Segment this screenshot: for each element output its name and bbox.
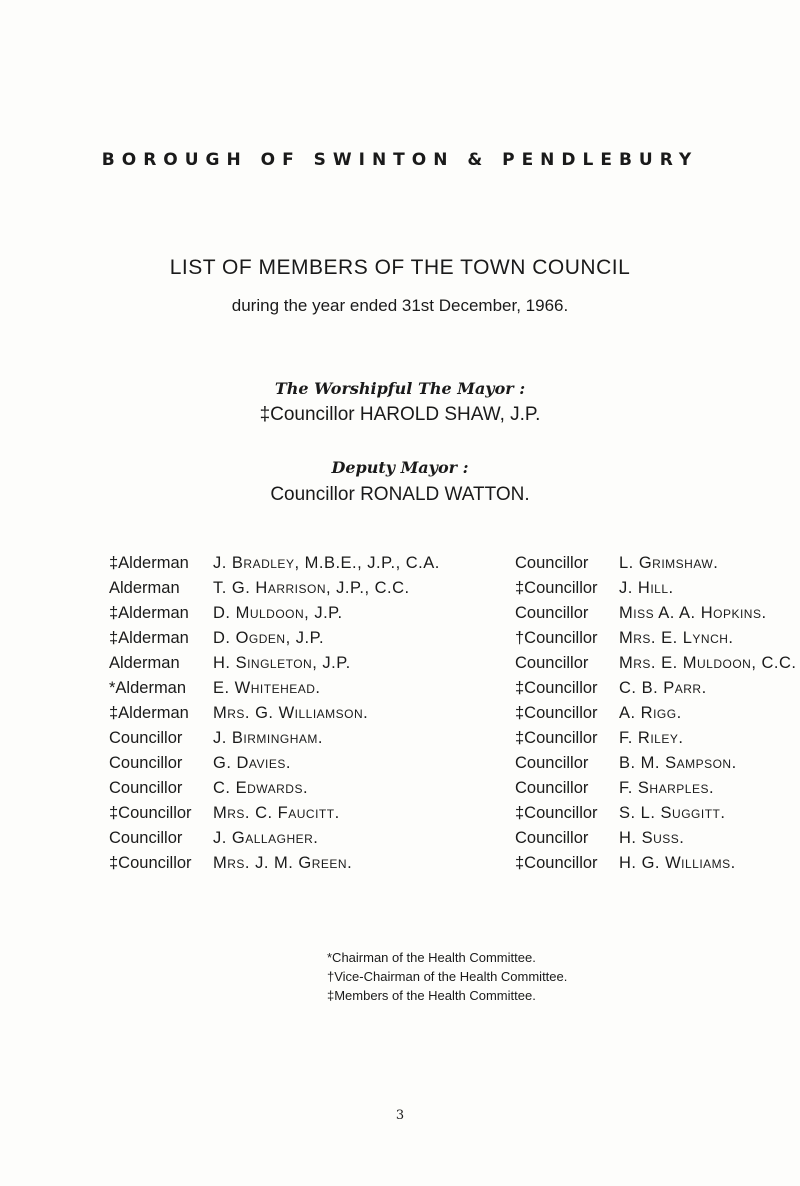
member-title: ‡Councillor [515,704,598,722]
member-name: H. Singleton, J.P. [213,654,351,672]
member-row [109,576,440,601]
member-name: Mrs. G. Williamson. [213,704,369,722]
footnote-members: ‡Members of the Health Committee. [327,988,536,1003]
member-title: ‡Councillor [515,729,598,747]
member-title: ‡Councillor [515,679,598,697]
member-name: J. Gallagher. [213,829,319,847]
footnote-chairman: *Chairman of the Health Committee. [327,950,536,965]
member-name: G. Davies. [213,754,291,772]
member-name: Mrs. E. Lynch. [619,629,734,647]
member-row [515,776,797,801]
member-row [109,651,440,676]
member-name: A. Rigg. [619,704,682,722]
member-name: Mrs. J. M. Green. [213,854,353,872]
member-name: Mrs. E. Muldoon, C.C. [619,654,797,672]
member-name: D. Ogden, J.P. [213,629,325,647]
borough-title: BOROUGH OF SWINTON & PENDLEBURY [101,150,699,170]
member-row [109,601,440,626]
member-row [109,826,440,851]
member-row [109,776,440,801]
member-row [109,676,440,701]
member-title: Councillor [109,829,183,847]
member-title: Councillor [515,604,589,622]
member-title: ‡Councillor [515,579,598,597]
member-row [109,726,440,751]
member-row [109,751,440,776]
members-list-left [109,551,440,876]
members-list-right [515,551,797,876]
footnote-vice-chairman: †Vice-Chairman of the Health Committee. [327,969,568,984]
member-row [109,701,440,726]
member-title: ‡Alderman [109,704,189,722]
member-title: ‡Alderman [109,554,189,572]
member-name: C. Edwards. [213,779,309,797]
member-name: J. Bradley, M.B.E., J.P., C.A. [213,554,440,572]
member-title: Councillor [515,779,589,797]
member-name: H. G. Williams. [619,854,736,872]
member-title: ‡Councillor [109,854,192,872]
member-name: T. G. Harrison, J.P., C.C. [213,579,410,597]
member-name: J. Hill. [619,579,674,597]
deputy-mayor-role-label: Deputy Mayor : [331,458,469,477]
member-row [109,801,440,826]
member-title: Councillor [515,654,589,672]
member-name: J. Birmingham. [213,729,324,747]
member-title: ‡Councillor [515,804,598,822]
member-name: C. B. Parr. [619,679,707,697]
member-row [515,801,797,826]
member-row [515,576,797,601]
member-row [515,601,797,626]
member-title: ‡Councillor [109,804,192,822]
member-title: ‡Alderman [109,629,189,647]
member-row [515,826,797,851]
member-title: ‡Alderman [109,604,189,622]
member-name: D. Muldoon, J.P. [213,604,343,622]
mayor-role-label: The Worshipful The Mayor : [274,379,526,398]
member-title: Councillor [109,779,183,797]
member-name: E. Whitehead. [213,679,321,697]
member-name: H. Suss. [619,829,685,847]
member-row [515,701,797,726]
member-title: *Alderman [109,679,187,697]
member-title: †Councillor [515,629,598,647]
page-subheading: during the year ended 31st December, 1966. [231,296,569,315]
member-row [515,551,797,576]
member-row [515,651,797,676]
member-row [515,626,797,651]
page-heading: LIST OF MEMBERS OF THE TOWN COUNCIL [169,256,631,279]
member-name: S. L. Suggitt. [619,804,726,822]
member-title: Councillor [109,754,183,772]
member-title: Councillor [109,729,183,747]
member-title: Alderman [109,579,180,597]
member-name: B. M. Sampson. [619,754,737,772]
footnotes [327,948,567,1005]
deputy-mayor-name: Councillor RONALD WATTON. [270,484,530,505]
member-name: Miss A. A. Hopkins. [619,604,767,622]
member-name: Mrs. C. Faucitt. [213,804,340,822]
member-row [515,751,797,776]
member-title: Alderman [109,654,180,672]
mayor-name: ‡Councillor HAROLD SHAW, J.P. [259,404,541,425]
member-title: ‡Councillor [515,854,598,872]
member-name: F. Riley. [619,729,684,747]
member-row [109,551,440,576]
member-row [109,851,440,876]
member-row [515,851,797,876]
member-title: Councillor [515,829,589,847]
member-row [515,676,797,701]
member-name: F. Sharples. [619,779,715,797]
member-row [109,626,440,651]
member-name: L. Grimshaw. [619,554,719,572]
member-row [515,726,797,751]
page-number: 3 [395,1108,405,1123]
member-title: Councillor [515,754,589,772]
member-title: Councillor [515,554,589,572]
